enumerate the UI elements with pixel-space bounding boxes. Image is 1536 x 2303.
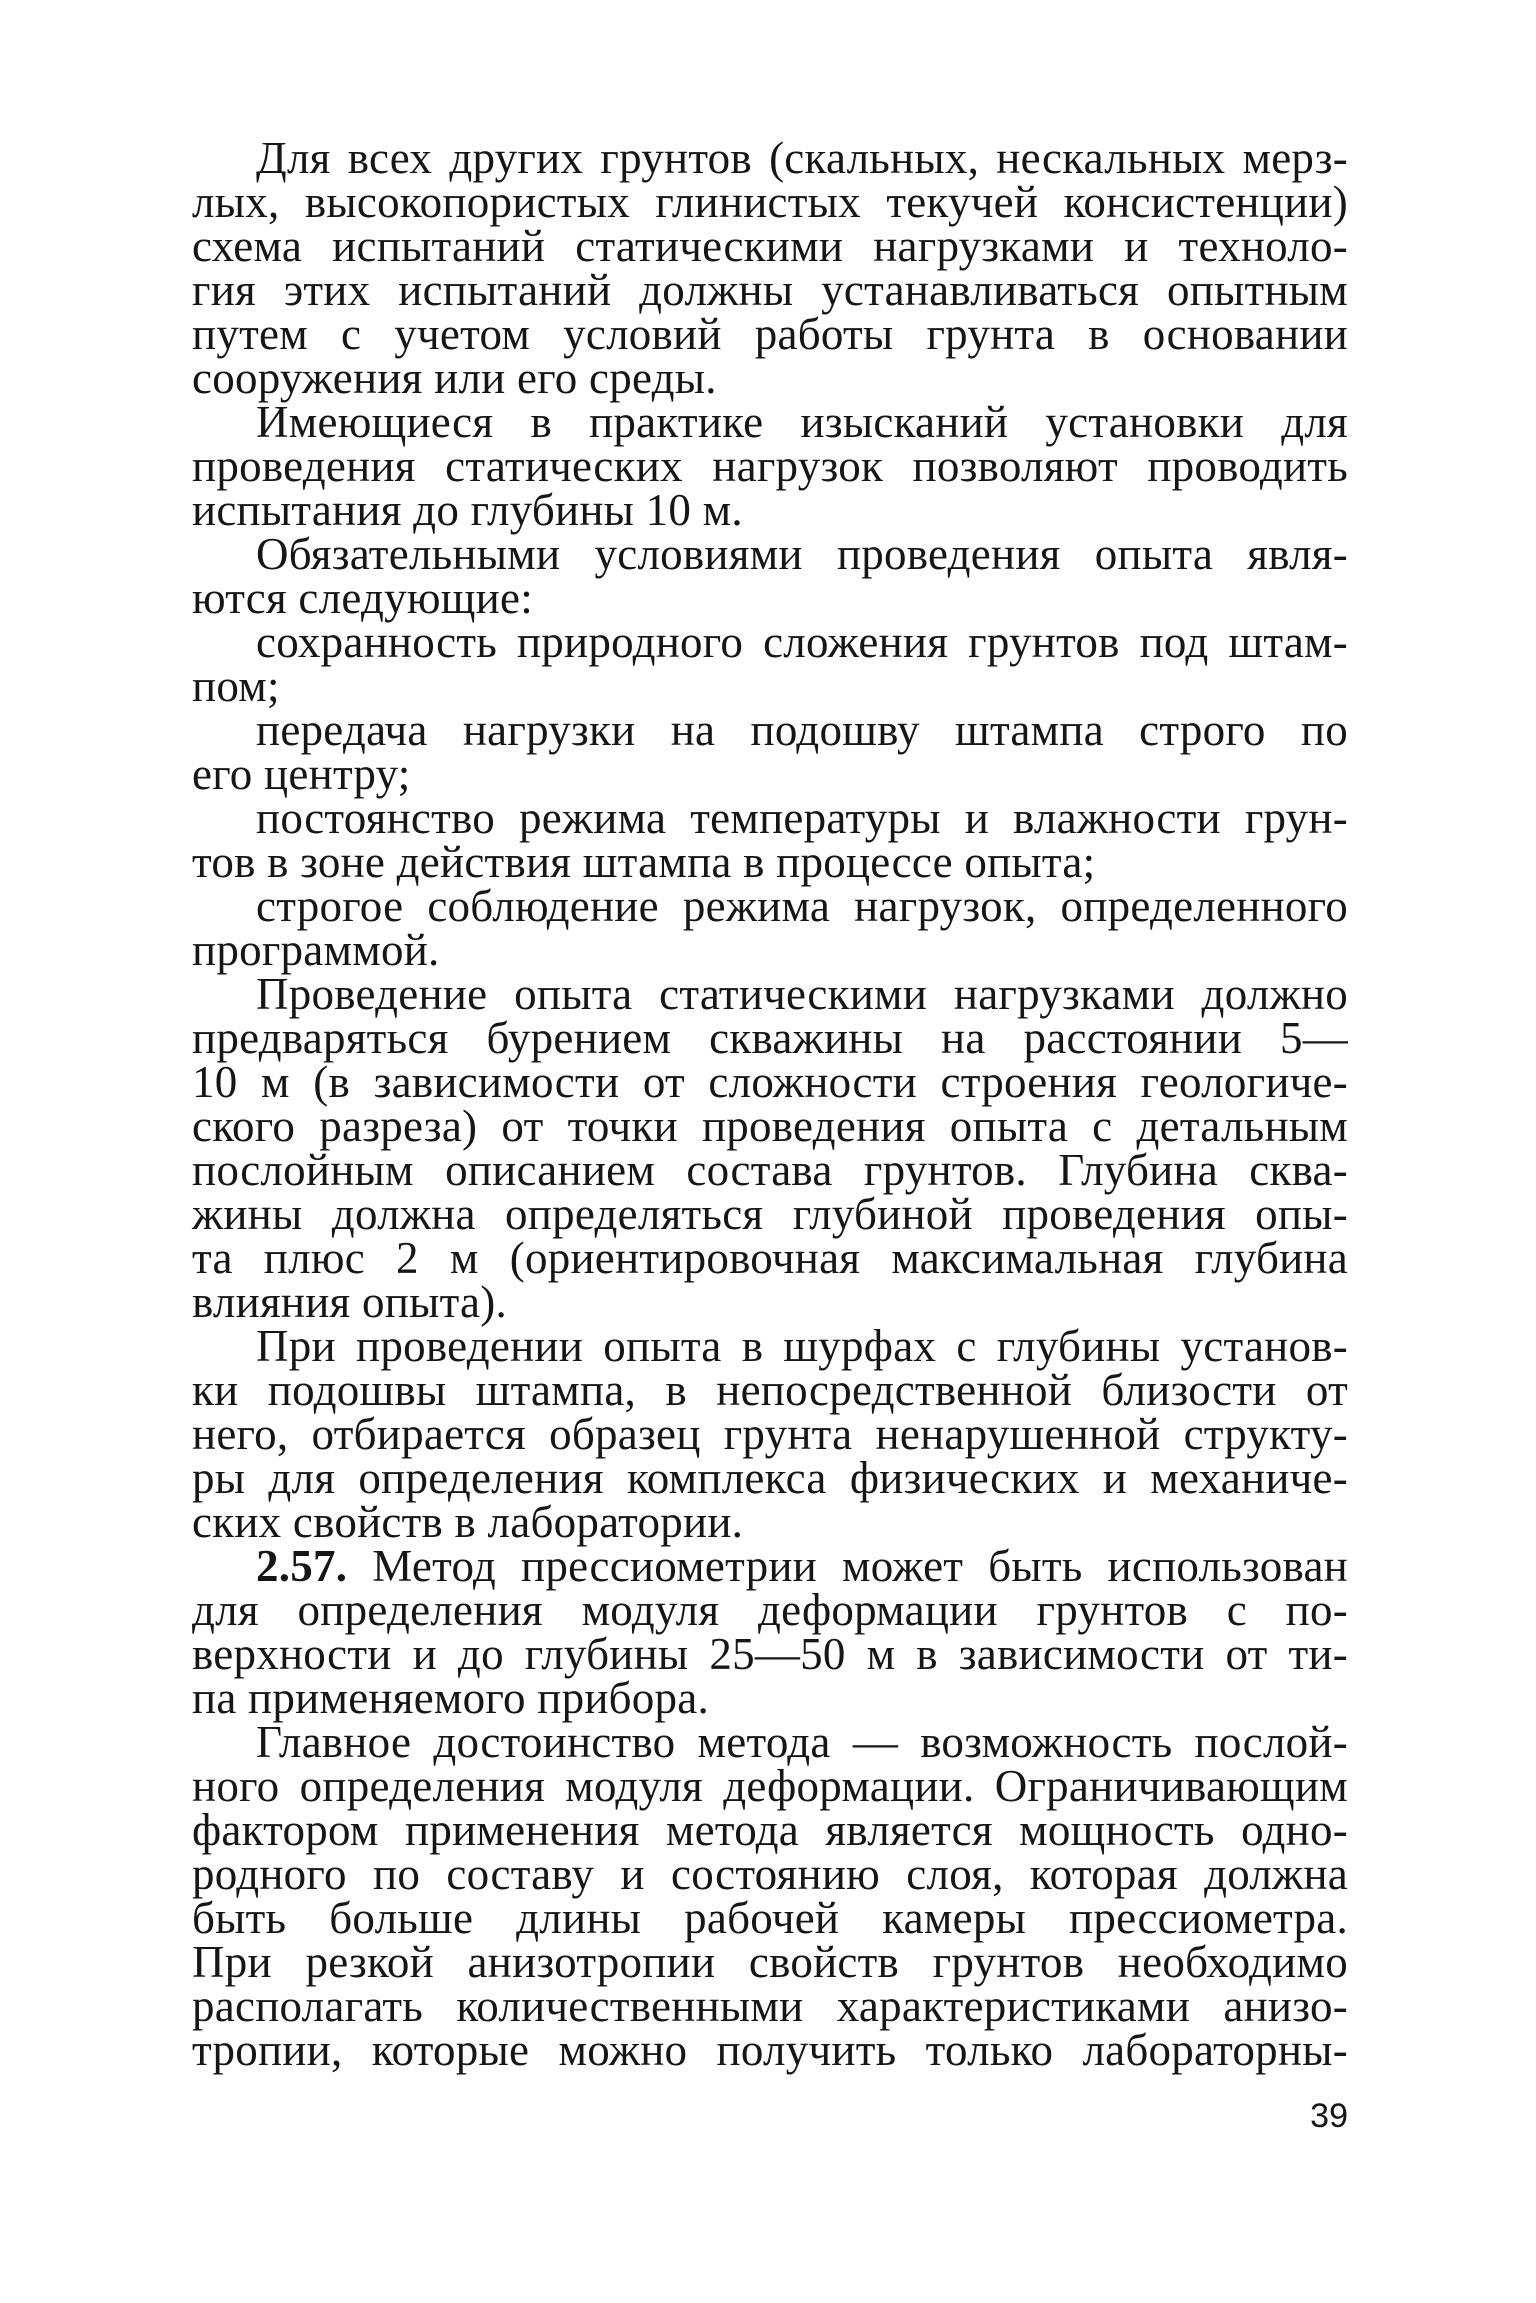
text-line: его центру; xyxy=(192,749,411,799)
text-line: верхности и до глубины 25—50 м в зависимости от ти- xyxy=(192,1629,1348,1679)
text-line: послойным описанием состава грунтов. Глубина сква- xyxy=(192,1145,1348,1195)
text-line: Главное достоинство метода — возможность послой- xyxy=(256,1717,1348,1767)
list-item-load-transfer xyxy=(192,705,1348,799)
text-line: сооружения или его среды. xyxy=(192,353,717,403)
paragraph-section-2-57 xyxy=(192,1541,1349,1723)
text-line: па применяемого прибора. xyxy=(192,1673,710,1723)
text-line: При резкой анизотропии свойств грунтов необходимо xyxy=(192,1937,1348,1987)
text-line: быть больше длины рабочей камеры прессиометра. xyxy=(192,1893,1348,1943)
paragraph-other-soils xyxy=(192,133,1348,403)
text-line: ры для определения комплекса физических и механиче- xyxy=(192,1453,1348,1503)
text-line: ного определения модуля деформации. Ограничивающим xyxy=(192,1761,1348,1811)
text-line: программой. xyxy=(192,925,440,975)
text-line: пом; xyxy=(192,661,280,711)
text-line: проведения статических нагрузок позволяют проводить xyxy=(192,441,1348,491)
text-line: тов в зоне действия штампа в процессе опыта; xyxy=(192,837,1096,887)
paragraph-method-advantage xyxy=(192,1717,1348,2075)
paragraph-installations xyxy=(192,397,1348,535)
text-line: лых, высокопористых глинистых текучей консистенции) xyxy=(192,177,1348,227)
text-line: ского разреза) от точки проведения опыта с детальным xyxy=(192,1101,1348,1151)
text-line: него, отбирается образец грунта ненарушенной структу- xyxy=(192,1409,1348,1459)
text-line: сохранность природного сложения грунтов под штам- xyxy=(256,617,1348,667)
text-line: влияния опыта). xyxy=(192,1277,507,1327)
paragraph-pits xyxy=(192,1321,1348,1547)
paragraph-drilling xyxy=(192,969,1348,1327)
text-line: Проведение опыта статическими нагрузками должно xyxy=(256,969,1348,1019)
text-line: постоянство режима температуры и влажности грун- xyxy=(256,793,1348,843)
text-line xyxy=(192,1541,1349,1591)
text-line: При проведении опыта в шурфах с глубины установ- xyxy=(256,1321,1348,1371)
text-line: Обязательными условиями проведения опыта явля- xyxy=(256,529,1348,579)
paragraph-conditions-intro xyxy=(192,529,1348,623)
text-line: гия этих испытаний должны устанавливаться опытным xyxy=(192,265,1348,315)
text-line: Для всех других грунтов (скальных, нескальных мерз- xyxy=(256,133,1348,183)
text-line: 10 м (в зависимости от сложности строения геологиче- xyxy=(192,1057,1348,1107)
text-line: располагать количественными характеристиками анизо- xyxy=(192,1981,1348,2031)
text-line: испытания до глубины 10 м. xyxy=(192,485,743,535)
list-item-temperature xyxy=(192,793,1348,887)
text-line: фактором применения метода является мощность одно- xyxy=(192,1805,1348,1855)
text-line: предваряться бурением скважины на расстоянии 5— xyxy=(192,1013,1348,1063)
text-line: путем с учетом условий работы грунта в основании xyxy=(192,309,1348,359)
text-line: для определения модуля деформации грунтов с по- xyxy=(192,1585,1348,1635)
page-number: 39 xyxy=(1310,2097,1348,2135)
text-line: ки подошвы штампа, в непосредственной близости от xyxy=(192,1365,1348,1415)
text-line: схема испытаний статическими нагрузками и техноло- xyxy=(192,221,1348,271)
list-item-structure xyxy=(192,617,1348,711)
text-line: та плюс 2 м (ориентировочная максимальная глубина xyxy=(192,1233,1348,1283)
text-line: Имеющиеся в практике изысканий установки для xyxy=(256,397,1348,447)
text-line-content: Метод прессиометрии может быть использован xyxy=(372,1541,1349,1591)
text-line: жины должна определяться глубиной проведения опы- xyxy=(192,1189,1348,1239)
text-line: ских свойств в лаборатории. xyxy=(192,1497,744,1547)
body-text xyxy=(192,133,1349,2075)
text-line: тропии, которые можно получить только лабораторны- xyxy=(192,2025,1348,2075)
text-line: ются следующие: xyxy=(192,573,533,623)
list-item-load-mode xyxy=(192,881,1348,975)
text-line: передача нагрузки на подошву штампа строго по xyxy=(256,705,1348,755)
section-number: 2.57. xyxy=(256,1541,348,1591)
text-line: строгое соблюдение режима нагрузок, определенного xyxy=(256,881,1348,931)
text-line: родного по составу и состоянию слоя, которая должна xyxy=(192,1849,1348,1899)
